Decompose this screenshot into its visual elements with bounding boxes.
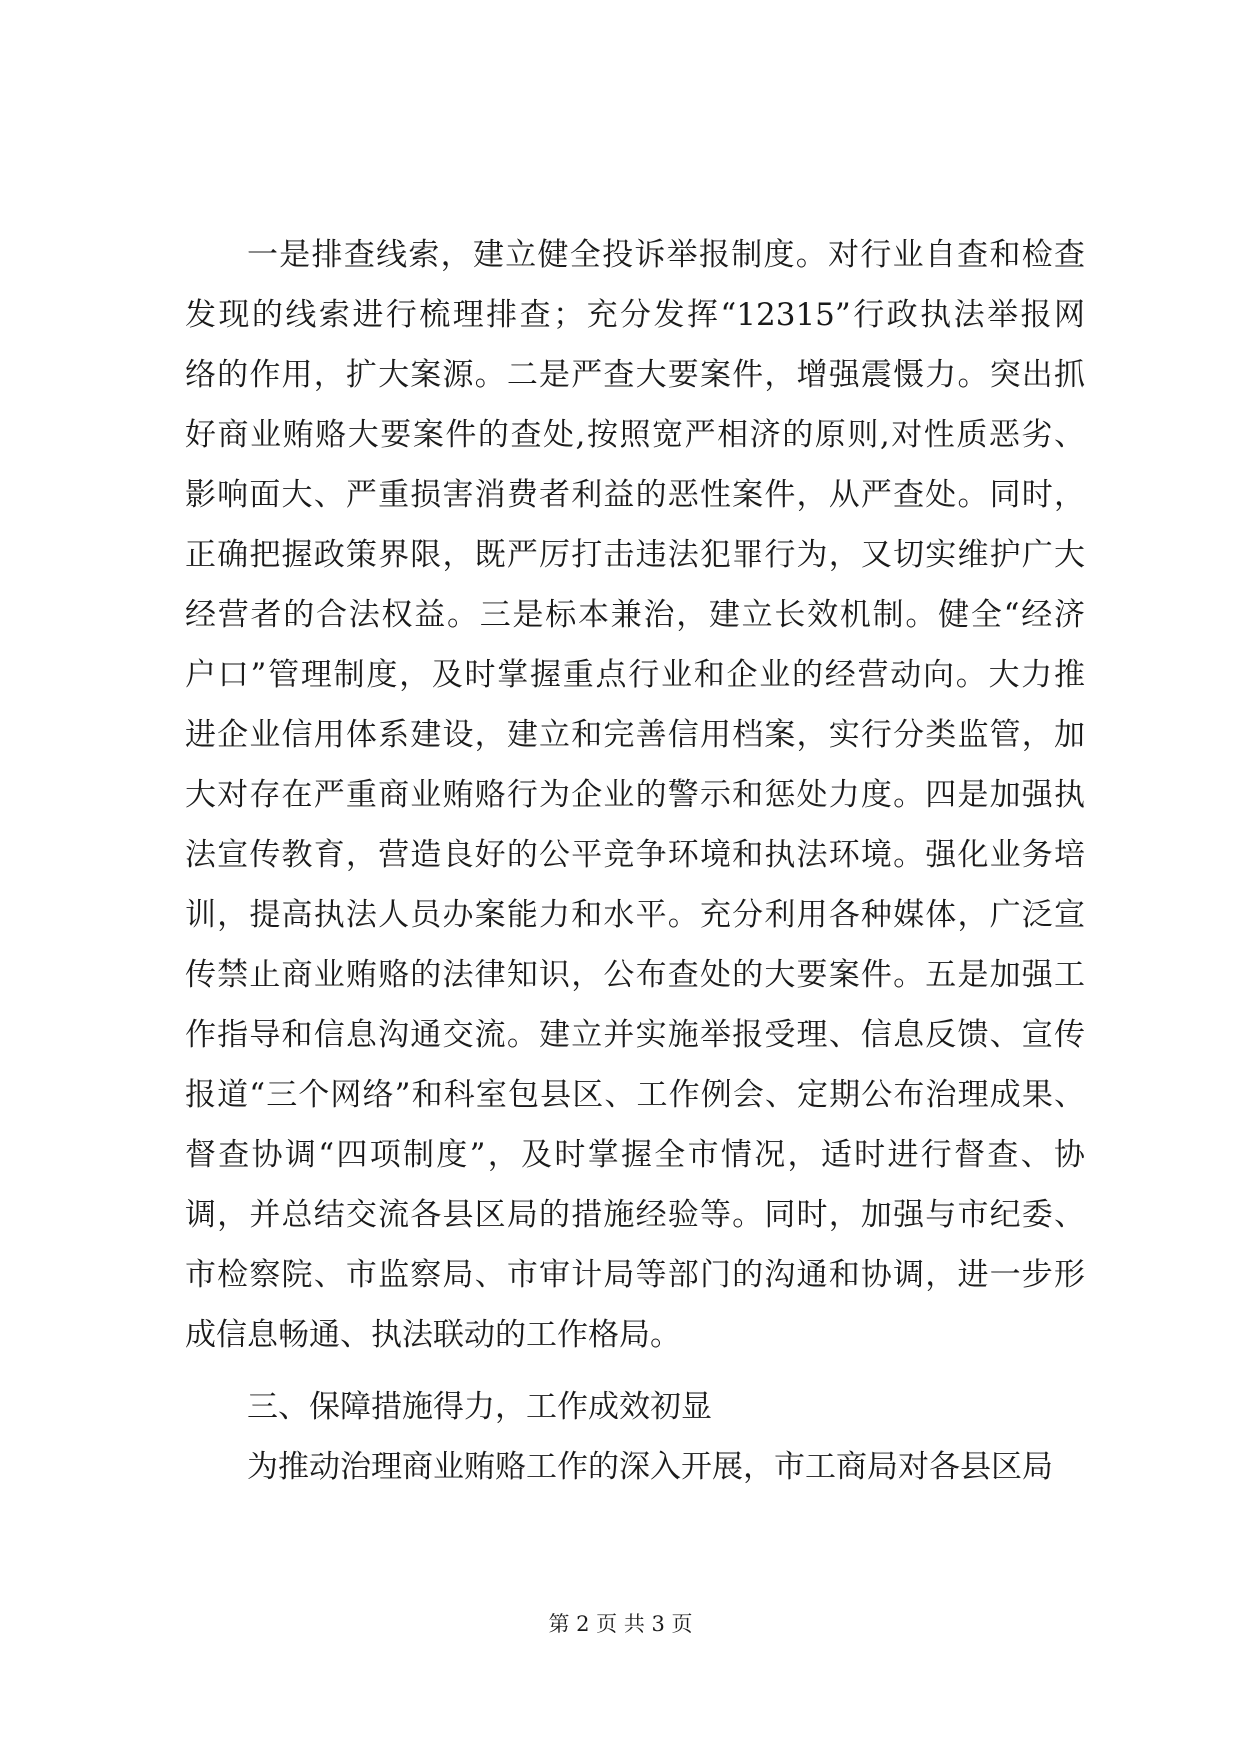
text-line: 正确把握政策界限，既严厉打击违法犯罪行为，又切实维护广大 bbox=[185, 537, 1085, 573]
text-line: 进企业信用体系建设，建立和完善信用档案，实行分类监管，加 bbox=[185, 717, 1085, 753]
page-number-footer: 第 2 页 共 3 页 bbox=[548, 1612, 693, 1636]
section-heading: 三、保障措施得力，工作成效初显 bbox=[247, 1389, 712, 1425]
text-line: 调，并总结交流各县区局的措施经验等。同时，加强与市纪委、 bbox=[185, 1197, 1085, 1233]
text-line: 发现的线索进行梳理排查；充分发挥“12315”行政执法举报网 bbox=[185, 297, 1085, 333]
text-line: 一是排查线索，建立健全投诉举报制度。对行业自查和检查 bbox=[247, 237, 1085, 273]
text-line: 经营者的合法权益。三是标本兼治，建立长效机制。健全“经济 bbox=[185, 597, 1085, 633]
text-line: 户口”管理制度，及时掌握重点行业和企业的经营动向。大力推 bbox=[185, 657, 1085, 693]
paragraph-1 bbox=[185, 225, 1085, 1365]
text-line: 影响面大、严重损害消费者利益的恶性案件，从严查处。同时， bbox=[185, 477, 1085, 513]
text-line: 好商业贿赂大要案件的查处,按照宽严相济的原则,对性质恶劣、 bbox=[185, 417, 1085, 453]
text-line: 训，提高执法人员办案能力和水平。充分利用各种媒体，广泛宣 bbox=[185, 897, 1085, 933]
paragraph-2-first-line: 为推动治理商业贿赂工作的深入开展，市工商局对各县区局 bbox=[247, 1449, 1053, 1485]
text-line: 成信息畅通、执法联动的工作格局。 bbox=[185, 1317, 681, 1353]
document-body bbox=[185, 225, 1085, 1497]
text-line: 大对存在严重商业贿赂行为企业的警示和惩处力度。四是加强执 bbox=[185, 777, 1085, 813]
text-line: 络的作用，扩大案源。二是严查大要案件，增强震慑力。突出抓 bbox=[185, 357, 1085, 393]
text-line: 报道“三个网络”和科室包县区、工作例会、定期公布治理成果、 bbox=[185, 1077, 1085, 1113]
text-line: 市检察院、市监察局、市审计局等部门的沟通和协调，进一步形 bbox=[185, 1257, 1085, 1293]
text-line: 法宣传教育，营造良好的公平竞争环境和执法环境。强化业务培 bbox=[185, 837, 1085, 873]
text-line: 督查协调“四项制度”，及时掌握全市情况，适时进行督查、协 bbox=[185, 1137, 1085, 1173]
text-line: 作指导和信息沟通交流。建立并实施举报受理、信息反馈、宣传 bbox=[185, 1017, 1085, 1053]
text-line: 传禁止商业贿赂的法律知识，公布查处的大要案件。五是加强工 bbox=[185, 957, 1085, 993]
